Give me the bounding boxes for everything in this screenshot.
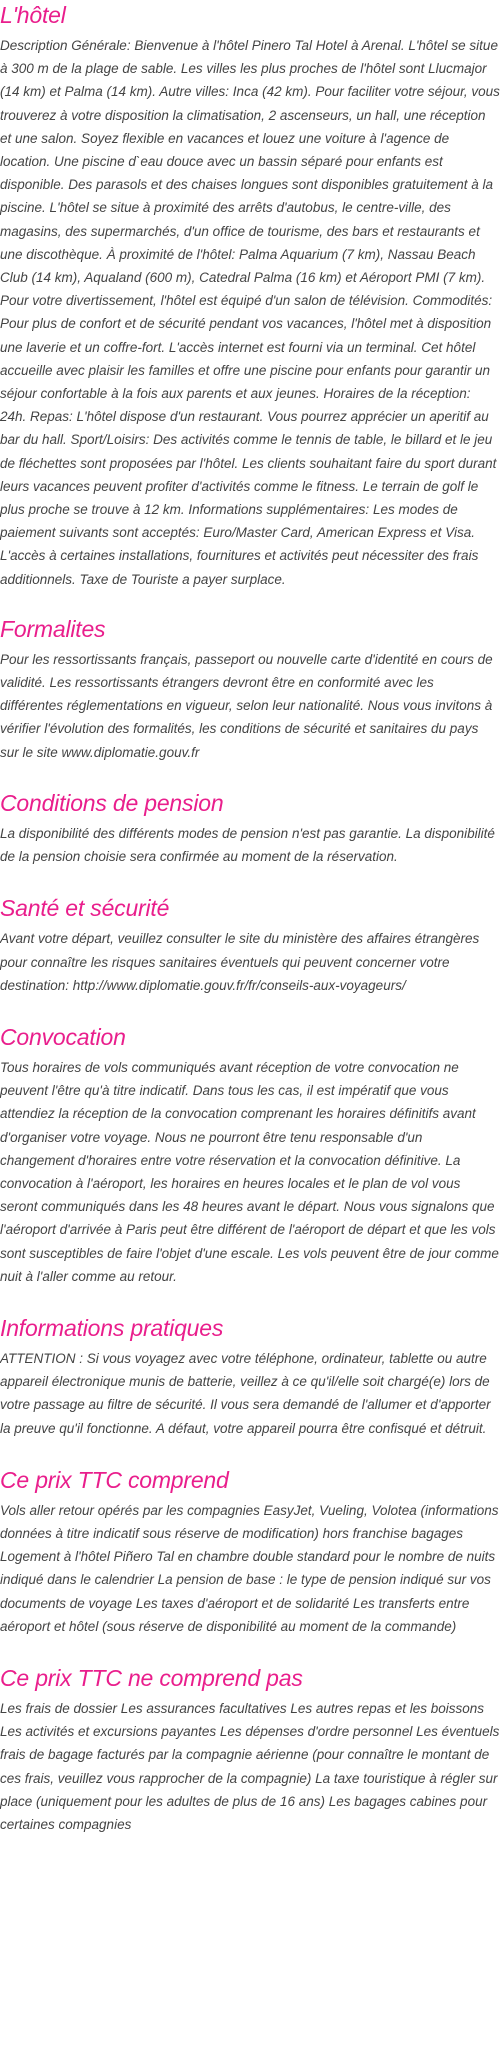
section-formalites <box>0 614 500 764</box>
section-body-prix-ne-comprend: Les frais de dossier Les assurances facultatives Les autres repas et les boissons Les activités et excursions payantes Les dépenses d'ordre personnel Les éventuels frais de bagage facturés par la compagnie aérienne (pour connaître le montant de ces frais, veuillez vous rapprocher de la compagnie) La taxe touristique à régler sur place (uniquement pour les adultes de plus de 16 ans) Les bagages cabines pour certaines compagnies <box>0 1700 500 1832</box>
section-body-hotel: Description Générale: Bienvenue à l'hôtel Pinero Tal Hotel à Arenal. L'hôtel se situe à 300 m de la plage de sable. Les villes les plus proches de l'hôtel sont Llucmajor (14 km) et Palma (14 km). Autre villes: Inca (42 km). Pour faciliter votre séjour, vous trouverez à votre disposition la climatisation, 2 ascenseurs, un hall, une réception et une salon. Soyez flexible en vacances et louez une voiture à l'agence de location. Une piscine d`eau douce avec un bassin séparé pour enfants est disponible. Des parasols et des chaises longues sont disponibles gratuitement à la piscine. L'hôtel se situe à proximité des arrêts d'autobus, le centre-ville, des magasins, des supermarchés, d'un office de tourisme, des bars et restaurants et une discothèque. À proximité de l'hôtel: Palma Aquarium (7 km), Nassau Beach Club (14 km), Aqualand (600 m), Catedral Palma (16 km) et Aéroport PMI (7 km). Pour votre divertissement, l'hôtel est équipé d'un salon de télévision. Commodités: Pour plus de confort et de sécurité pendant vos vacances, l'hôtel met à disposition une laverie et un coffre-fort. L'accès internet est fourni via un terminal. Cet hôtel accueille avec plaisir les familles et offre une piscine pour enfants pour garantir un séjour confortable à la fois aux parents et aux jeunes. Horaires de la réception: 24h. Repas: L'hôtel dispose d'un restaurant. Vous pourrez apprécier un aperitif au bar du hall. Sport/Loisirs: Des activités comme le tennis de table, le billard et le jeu de fléchettes sont proposées par l'hôtel. Les clients souhaitant faire du sport durant leurs vacances peuvent profiter d'activités comme le fitness. Le terrain de golf le plus proche se trouve à 12 km. Informations supplémentaires: Les modes de paiement suivants sont acceptés: Euro/Master Card, American Express et Visa. L'accès à certaines installations, fournitures et activités peut nécessiter des frais additionnels. Taxe de Touriste a payer surplace. <box>0 38 500 587</box>
section-informations-pratiques <box>0 1313 500 1440</box>
section-body-informations-pratiques: ATTENTION : Si vous voyagez avec votre téléphone, ordinateur, tablette ou autre appareil électronique munis de batterie, veillez à ce qu'il/elle soit chargé(e) lors de votre passage au filtre de sécurité. Il vous sera demandé de l'allumer et d'apporter la preuve qu'il fonctionne. A défaut, votre appareil pourra être confisqué et détruit. <box>0 1350 491 1436</box>
section-sante <box>0 893 500 997</box>
section-title-prix-comprend: Ce prix TTC comprend <box>0 1466 229 1493</box>
section-pension <box>0 788 500 868</box>
section-body-formalites: Pour les ressortissants français, passeport ou nouvelle carte d'identité en cours de validité. Les ressortissants étrangers devront être en conformité avec les différentes réglementations en vigueur, selon leur nationalité. Nous vous invitons à vérifier l'évolution des formalités, les conditions de sécurité et sanitaires du pays sur le site www.diplomatie.gouv.fr <box>0 651 493 760</box>
section-title-informations-pratiques: Informations pratiques <box>0 1314 224 1341</box>
section-body-sante: Avant votre départ, veuillez consulter le site du ministère des affaires étrangères pour connaître les risques sanitaires éventuels qui peuvent concerner votre destination: http://www.diplomatie.gouv.fr/fr/conseils-aux-voyageurs/ <box>0 931 480 993</box>
section-convocation <box>0 1022 500 1288</box>
section-title-formalites: Formalites <box>0 615 106 642</box>
section-prix-ne-comprend <box>0 1663 500 1836</box>
section-title-pension: Conditions de pension <box>0 789 224 816</box>
section-prix-comprend <box>0 1465 500 1638</box>
section-body-prix-comprend: Vols aller retour opérés par les compagnies EasyJet, Vueling, Volotea (informations données à titre indicatif sous réserve de modification) hors franchise bagages Logement à l'hôtel Piñero Tal en chambre double standard pour le nombre de nuits indiqué dans le calendrier La pension de base : le type de pension indiqué sur vos documents de voyage Les taxes d'aéroport et de solidarité Les transferts entre aéroport et hôtel (sous réserve de disponibilité au moment de la commande) <box>0 1502 499 1634</box>
section-title-prix-ne-comprend: Ce prix TTC ne comprend pas <box>0 1664 303 1691</box>
section-body-convocation: Tous horaires de vols communiqués avant réception de votre convocation ne peuvent l'être qu'à titre indicatif. Dans tous les cas, il est impératif que vous attendiez la réception de la convocation comprenant les horaires définitifs avant d'organiser votre voyage. Nous ne pourront être tenu responsable d'un changement d'horaires entre votre réservation et la convocation définitive. La convocation à l'aéroport, les horaires en heures locales et le plan de vol vous seront communiqués dans les 48 heures avant le départ. Nous vous signalons que l'aéroport d'arrivée à Paris peut être différent de l'aéroport de départ et que les vols sont susceptibles de faire l'objet d'une escale. Les vols peuvent être de jour comme nuit à l'aller comme au retour. <box>0 1059 499 1284</box>
section-title-sante: Santé et sécurité <box>0 895 170 922</box>
section-title-convocation: Convocation <box>0 1023 126 1050</box>
section-title-hotel: L'hôtel <box>0 2 66 28</box>
section-body-pension: La disponibilité des différents modes de pension n'est pas garantie. La disponibilité de la pension choisie sera confirmée au moment de la réservation. <box>0 825 495 865</box>
section-hotel <box>0 0 500 591</box>
